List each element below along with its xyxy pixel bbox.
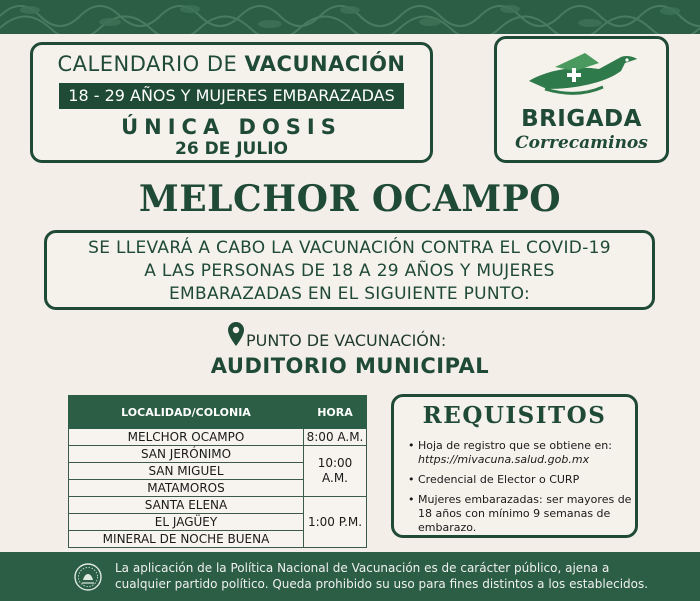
locality-cell: MELCHOR OCAMPO — [69, 429, 304, 446]
list-item — [408, 493, 636, 535]
location-pin-icon — [228, 322, 244, 346]
legal-disclaimer — [115, 560, 648, 592]
table-row — [69, 429, 367, 446]
government-seal-icon — [74, 563, 102, 591]
disclaimer-line: La aplicación de la Política Nacional de Vacunación es de carácter público, ajena a — [115, 561, 610, 575]
schedule-table — [68, 395, 367, 548]
brigade-subtitle: Correcaminos — [515, 133, 648, 153]
locality-cell: MINERAL DE NOCHE BUENA — [69, 531, 304, 548]
vaccination-point-label: PUNTO DE VACUNACIÓN: — [246, 331, 447, 350]
calendar-header-box — [30, 42, 433, 163]
time-cell: 8:00 A.M. — [304, 429, 367, 446]
disclaimer-line: cualquier partido político. Queda prohibido su uso para fines distintos a los establecidos. — [115, 577, 649, 591]
announcement-line: A LAS PERSONAS DE 18 A 29 AÑOS Y MUJERES — [144, 261, 555, 281]
top-decorative-band — [0, 0, 700, 34]
column-header-time: HORA — [304, 396, 367, 429]
requirement-text: Hoja de registro que se obtiene en: — [418, 439, 612, 452]
calendar-title — [33, 52, 430, 76]
requirement-text: Mujeres embarazadas: ser mayores de 18 años con mínimo 9 semanas de embarazo. — [418, 493, 632, 534]
table-row — [69, 446, 367, 463]
dose-label: ÚNICA DOSIS — [121, 115, 342, 139]
locality-cell: SANTA ELENA — [69, 497, 304, 514]
announcement-line: EMBARAZADAS EN EL SIGUIENTE PUNTO: — [168, 284, 531, 304]
requirements-box — [391, 394, 638, 538]
brigade-logo-box — [494, 36, 669, 163]
table-row — [69, 497, 367, 514]
schedule-header-row — [69, 396, 367, 429]
announcement-line: SE LLEVARÁ A CABO LA VACUNACIÓN CONTRA EL COVID-19 — [88, 238, 611, 258]
municipality-name: MELCHOR OCAMPO — [138, 178, 562, 220]
list-item — [408, 439, 636, 467]
requirement-text: Credencial de Elector o CURP — [418, 473, 580, 486]
registration-link[interactable]: https://mivacuna.salud.gob.mx — [418, 453, 590, 466]
calendar-title-prefix: CALENDARIO DE — [57, 52, 245, 76]
vaccination-point-name: AUDITORIO MUNICIPAL — [210, 354, 490, 378]
locality-cell: SAN JERÓNIMO — [69, 446, 304, 463]
brigade-title: BRIGADA — [521, 106, 642, 132]
roadrunner-logo-icon — [525, 45, 643, 105]
locality-cell: SAN MIGUEL — [69, 463, 304, 480]
time-cell: 1:00 P.M. — [304, 497, 367, 548]
audience-banner: 18 - 29 AÑOS Y MUJERES EMBARAZADAS — [59, 83, 404, 109]
calendar-title-emphasis: VACUNACIÓN — [244, 52, 406, 76]
time-cell: 10:00 A.M. — [304, 446, 367, 497]
announcement-box — [44, 230, 655, 310]
footer-band — [0, 552, 700, 601]
requirements-list — [408, 439, 636, 541]
vaccination-date: 26 DE JULIO — [175, 139, 288, 159]
leaf-pattern-decoration — [0, 0, 700, 34]
list-item — [408, 473, 636, 487]
locality-cell: EL JAGÜEY — [69, 514, 304, 531]
locality-cell: MATAMOROS — [69, 480, 304, 497]
column-header-locality: LOCALIDAD/COLONIA — [69, 396, 304, 429]
requirements-title: REQUISITOS — [422, 402, 607, 429]
